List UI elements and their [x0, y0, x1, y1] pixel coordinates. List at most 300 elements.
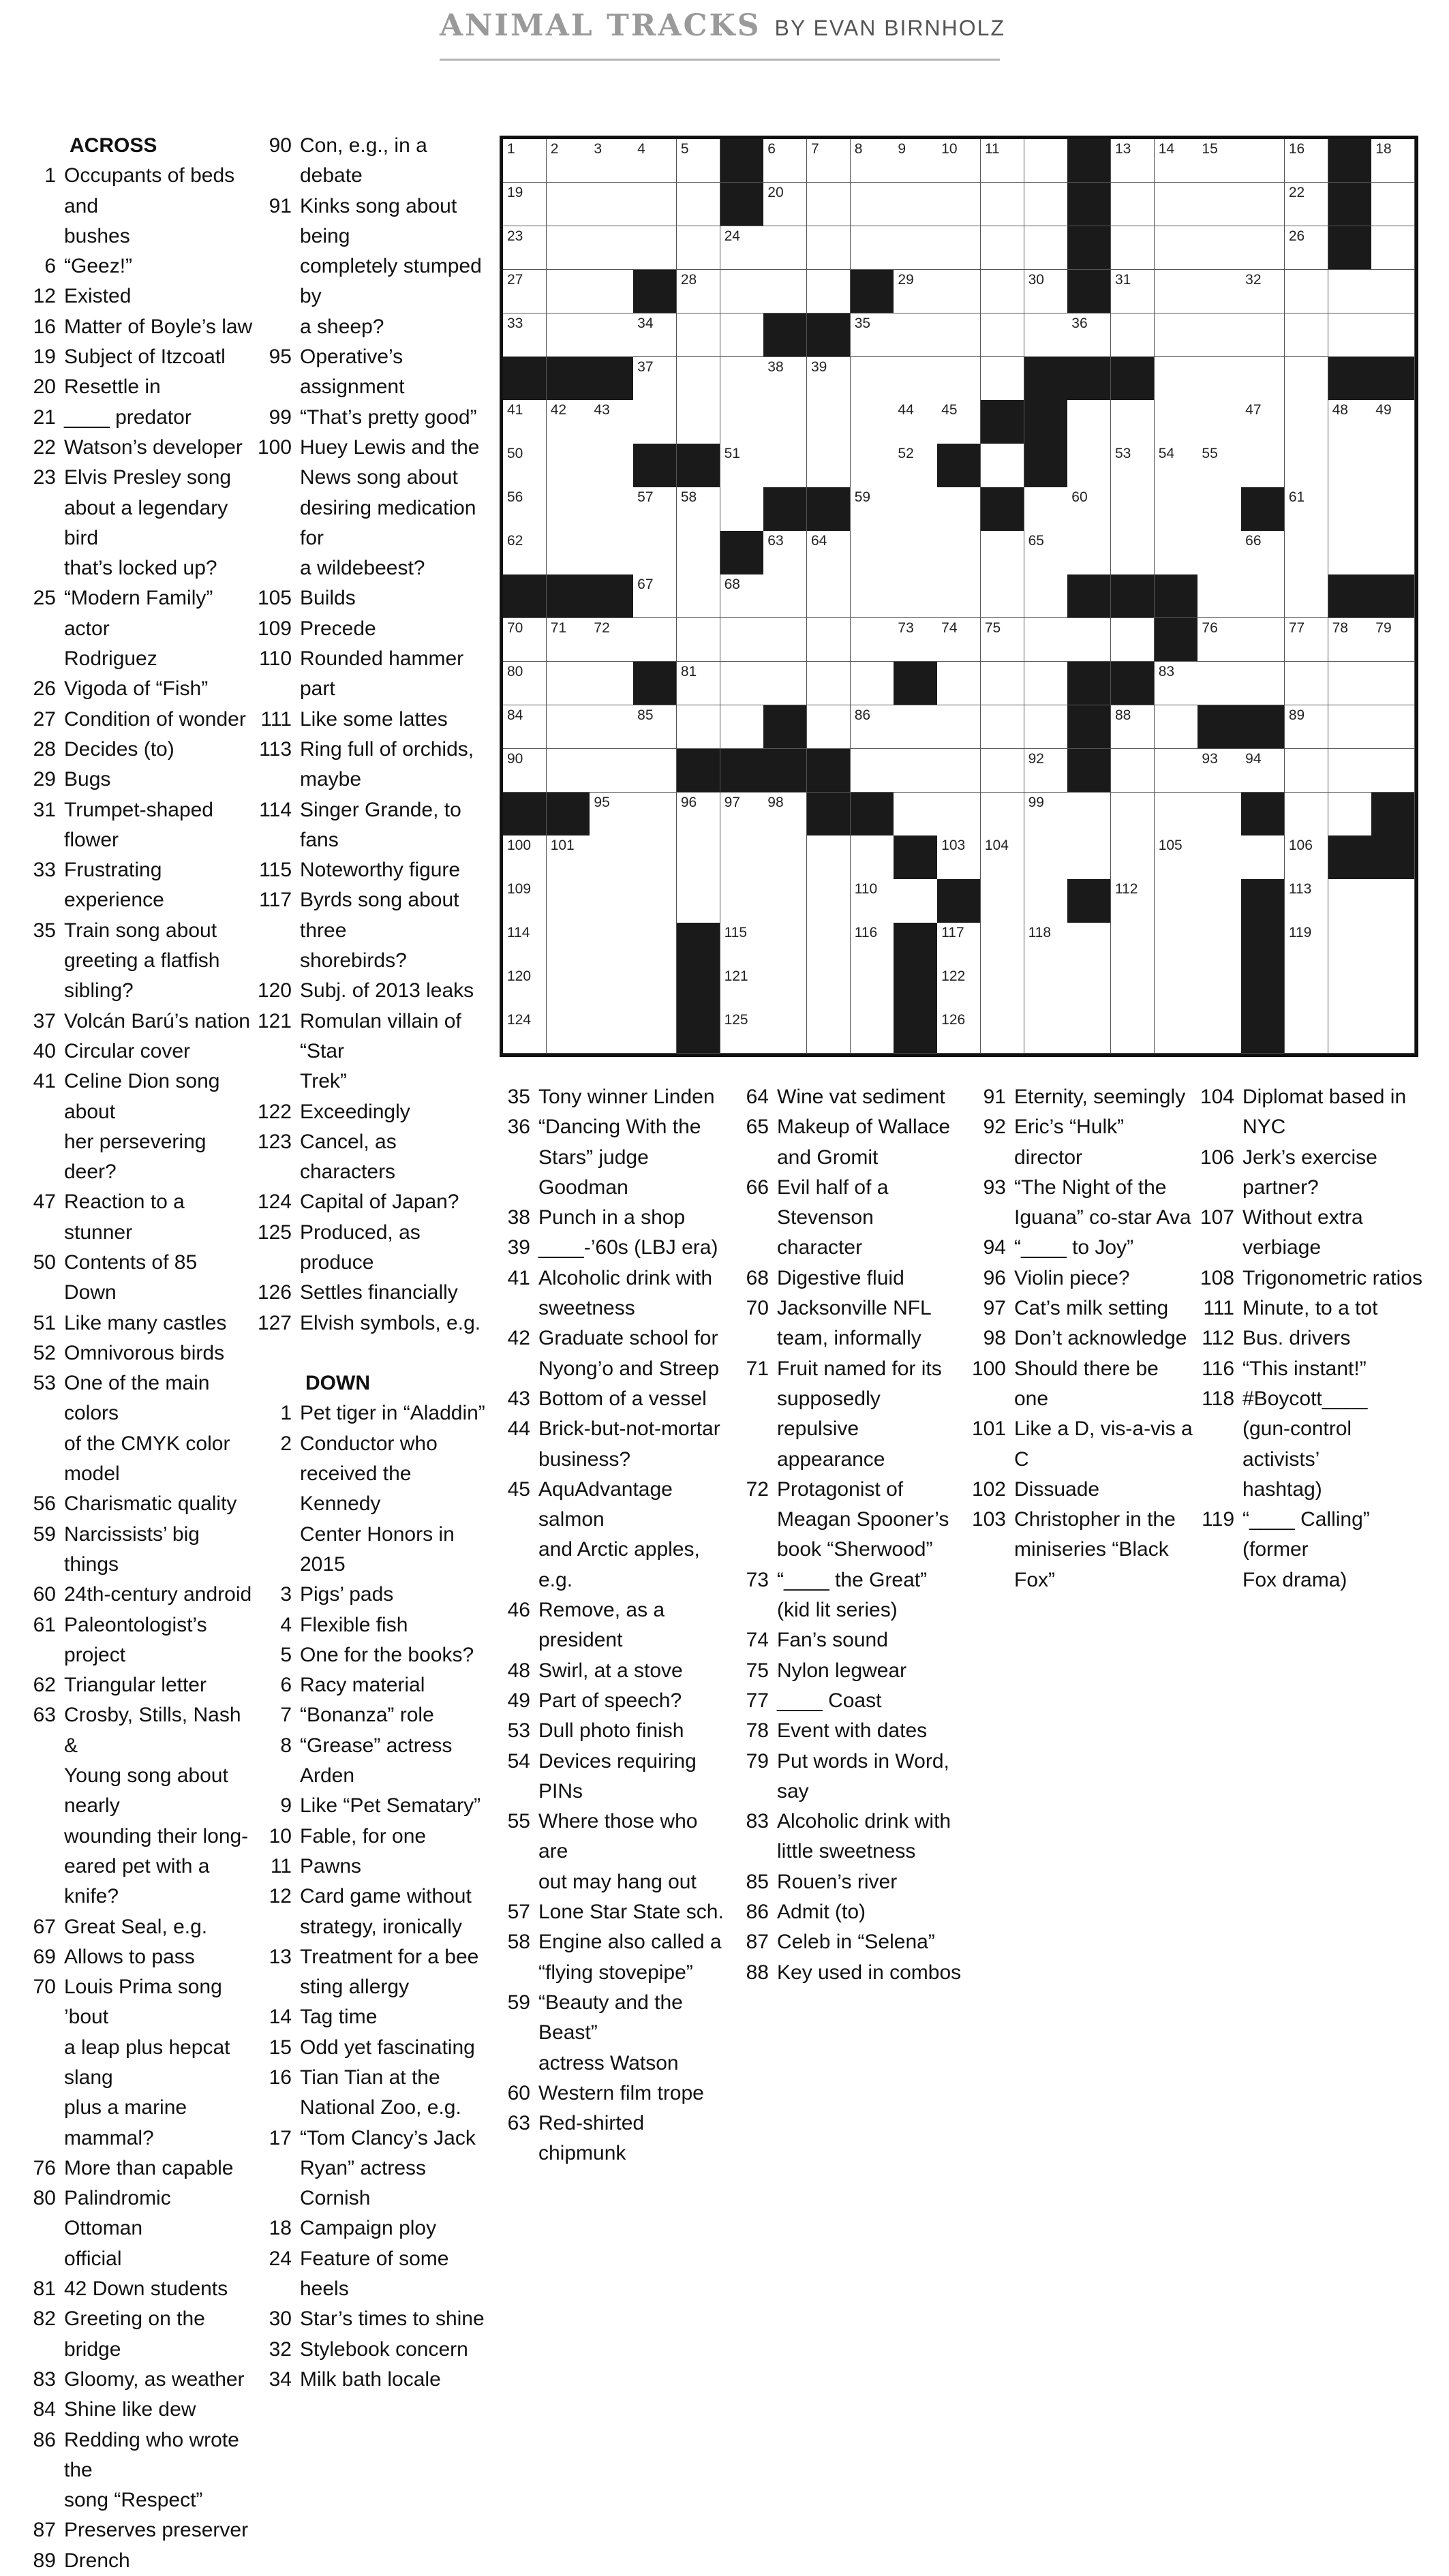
grid-cell[interactable] — [1024, 313, 1068, 357]
grid-cell[interactable] — [1328, 444, 1372, 487]
grid-cell[interactable] — [894, 705, 937, 749]
grid-cell[interactable] — [1155, 139, 1198, 183]
grid-cell[interactable] — [1328, 879, 1372, 923]
grid-cell[interactable] — [1371, 662, 1415, 705]
grid-cell[interactable] — [677, 400, 720, 444]
grid-cell[interactable] — [633, 835, 677, 879]
grid-cell[interactable] — [1285, 1010, 1328, 1054]
grid-cell[interactable] — [1198, 357, 1241, 401]
grid-cell[interactable] — [763, 879, 807, 923]
grid-cell[interactable] — [1155, 313, 1198, 357]
grid-cell[interactable] — [937, 662, 981, 705]
grid-cell[interactable] — [981, 749, 1024, 793]
grid-cell[interactable] — [590, 487, 633, 531]
grid-cell[interactable] — [677, 793, 720, 836]
grid-cell[interactable] — [851, 574, 894, 618]
grid-cell[interactable] — [1241, 835, 1285, 879]
grid-cell[interactable] — [1198, 835, 1241, 879]
grid-cell[interactable] — [720, 400, 764, 444]
grid-cell[interactable] — [503, 183, 547, 226]
grid-cell[interactable] — [1024, 574, 1068, 618]
grid-cell[interactable] — [1155, 793, 1198, 836]
grid-cell[interactable] — [1198, 793, 1241, 836]
grid-cell[interactable] — [894, 879, 937, 923]
grid-cell[interactable] — [1285, 139, 1328, 183]
grid-cell[interactable] — [1198, 226, 1241, 270]
grid-cell[interactable] — [1155, 662, 1198, 705]
grid-cell[interactable] — [547, 705, 590, 749]
grid-cell[interactable] — [981, 444, 1024, 487]
grid-cell[interactable] — [1155, 270, 1198, 313]
grid-cell[interactable] — [1155, 444, 1198, 487]
grid-cell[interactable] — [720, 618, 764, 662]
grid-cell[interactable] — [677, 226, 720, 270]
grid-cell[interactable] — [720, 270, 764, 313]
grid-cell[interactable] — [1198, 400, 1241, 444]
grid-cell[interactable] — [547, 1010, 590, 1054]
grid-cell[interactable] — [633, 618, 677, 662]
grid-cell[interactable] — [807, 705, 851, 749]
grid-cell[interactable] — [1371, 749, 1415, 793]
grid-cell[interactable] — [1155, 531, 1198, 574]
grid-cell[interactable] — [590, 618, 633, 662]
grid-cell[interactable] — [633, 139, 677, 183]
grid-cell[interactable] — [1024, 270, 1068, 313]
grid-cell[interactable] — [1371, 226, 1415, 270]
grid-cell[interactable] — [1285, 923, 1328, 966]
grid-cell[interactable] — [1024, 1010, 1068, 1054]
grid-cell[interactable] — [1024, 749, 1068, 793]
grid-cell[interactable] — [851, 357, 894, 401]
grid-cell[interactable] — [1024, 618, 1068, 662]
grid-cell[interactable] — [720, 793, 764, 836]
grid-cell[interactable] — [547, 966, 590, 1010]
grid-cell[interactable] — [1198, 749, 1241, 793]
grid-cell[interactable] — [677, 487, 720, 531]
grid-cell[interactable] — [763, 618, 807, 662]
grid-cell[interactable] — [720, 923, 764, 966]
grid-cell[interactable] — [851, 705, 894, 749]
grid-cell[interactable] — [1241, 270, 1285, 313]
grid-cell[interactable] — [1285, 400, 1328, 444]
grid-cell[interactable] — [1198, 270, 1241, 313]
grid-cell[interactable] — [590, 531, 633, 574]
grid-cell[interactable] — [763, 139, 807, 183]
grid-cell[interactable] — [981, 705, 1024, 749]
grid-cell[interactable] — [1241, 749, 1285, 793]
grid-cell[interactable] — [807, 662, 851, 705]
grid-cell[interactable] — [677, 357, 720, 401]
grid-cell[interactable] — [547, 835, 590, 879]
grid-cell[interactable] — [851, 662, 894, 705]
grid-cell[interactable] — [1067, 966, 1111, 1010]
grid-cell[interactable] — [1111, 705, 1155, 749]
grid-cell[interactable] — [851, 444, 894, 487]
grid-cell[interactable] — [1155, 879, 1198, 923]
grid-cell[interactable] — [503, 487, 547, 531]
grid-cell[interactable] — [1111, 531, 1155, 574]
grid-cell[interactable] — [937, 531, 981, 574]
grid-cell[interactable] — [807, 966, 851, 1010]
grid-cell[interactable] — [1371, 923, 1415, 966]
grid-cell[interactable] — [1371, 1010, 1415, 1054]
grid-cell[interactable] — [894, 400, 937, 444]
grid-cell[interactable] — [1328, 531, 1372, 574]
grid-cell[interactable] — [677, 574, 720, 618]
grid-cell[interactable] — [894, 139, 937, 183]
grid-cell[interactable] — [1328, 618, 1372, 662]
grid-cell[interactable] — [937, 1010, 981, 1054]
grid-cell[interactable] — [1024, 793, 1068, 836]
grid-cell[interactable] — [1198, 923, 1241, 966]
grid-cell[interactable] — [981, 966, 1024, 1010]
grid-cell[interactable] — [894, 793, 937, 836]
grid-cell[interactable] — [590, 270, 633, 313]
grid-cell[interactable] — [1155, 835, 1198, 879]
grid-cell[interactable] — [894, 270, 937, 313]
grid-cell[interactable] — [1241, 400, 1285, 444]
grid-cell[interactable] — [807, 444, 851, 487]
grid-cell[interactable] — [981, 313, 1024, 357]
grid-cell[interactable] — [937, 923, 981, 966]
grid-cell[interactable] — [503, 662, 547, 705]
grid-cell[interactable] — [1328, 923, 1372, 966]
grid-cell[interactable] — [1285, 270, 1328, 313]
grid-cell[interactable] — [720, 444, 764, 487]
grid-cell[interactable] — [1328, 749, 1372, 793]
grid-cell[interactable] — [503, 139, 547, 183]
grid-cell[interactable] — [503, 835, 547, 879]
grid-cell[interactable] — [807, 574, 851, 618]
grid-cell[interactable] — [1111, 270, 1155, 313]
grid-cell[interactable] — [1371, 400, 1415, 444]
grid-cell[interactable] — [1024, 705, 1068, 749]
grid-cell[interactable] — [720, 966, 764, 1010]
grid-cell[interactable] — [633, 1010, 677, 1054]
grid-cell[interactable] — [633, 400, 677, 444]
grid-cell[interactable] — [547, 183, 590, 226]
grid-cell[interactable] — [590, 1010, 633, 1054]
grid-cell[interactable] — [851, 183, 894, 226]
grid-cell[interactable] — [851, 1010, 894, 1054]
grid-cell[interactable] — [677, 705, 720, 749]
grid-cell[interactable] — [1111, 1010, 1155, 1054]
grid-cell[interactable] — [633, 923, 677, 966]
grid-cell[interactable] — [894, 444, 937, 487]
grid-cell[interactable] — [1328, 1010, 1372, 1054]
grid-cell[interactable] — [894, 749, 937, 793]
grid-cell[interactable] — [1111, 966, 1155, 1010]
grid-cell[interactable] — [894, 357, 937, 401]
grid-cell[interactable] — [590, 313, 633, 357]
grid-cell[interactable] — [1067, 923, 1111, 966]
grid-cell[interactable] — [503, 1010, 547, 1054]
grid-cell[interactable] — [1111, 444, 1155, 487]
grid-cell[interactable] — [503, 226, 547, 270]
grid-cell[interactable] — [1111, 226, 1155, 270]
grid-cell[interactable] — [590, 226, 633, 270]
grid-cell[interactable] — [1371, 966, 1415, 1010]
grid-cell[interactable] — [807, 357, 851, 401]
grid-cell[interactable] — [677, 662, 720, 705]
grid-cell[interactable] — [1328, 270, 1372, 313]
grid-cell[interactable] — [1198, 313, 1241, 357]
grid-cell[interactable] — [633, 531, 677, 574]
grid-cell[interactable] — [981, 574, 1024, 618]
grid-cell[interactable] — [1285, 531, 1328, 574]
grid-cell[interactable] — [1241, 357, 1285, 401]
grid-cell[interactable] — [851, 618, 894, 662]
grid-cell[interactable] — [677, 531, 720, 574]
grid-cell[interactable] — [547, 879, 590, 923]
grid-cell[interactable] — [1024, 879, 1068, 923]
grid-cell[interactable] — [1198, 183, 1241, 226]
grid-cell[interactable] — [633, 487, 677, 531]
grid-cell[interactable] — [981, 270, 1024, 313]
grid-cell[interactable] — [763, 226, 807, 270]
grid-cell[interactable] — [547, 226, 590, 270]
grid-cell[interactable] — [1155, 357, 1198, 401]
grid-cell[interactable] — [1371, 270, 1415, 313]
grid-cell[interactable] — [894, 183, 937, 226]
grid-cell[interactable] — [1067, 444, 1111, 487]
grid-cell[interactable] — [1285, 183, 1328, 226]
grid-cell[interactable] — [590, 966, 633, 1010]
grid-cell[interactable] — [937, 313, 981, 357]
grid-cell[interactable] — [937, 835, 981, 879]
grid-cell[interactable] — [503, 270, 547, 313]
grid-cell[interactable] — [1198, 531, 1241, 574]
grid-cell[interactable] — [894, 313, 937, 357]
grid-cell[interactable] — [1024, 966, 1068, 1010]
grid-cell[interactable] — [894, 487, 937, 531]
grid-cell[interactable] — [851, 835, 894, 879]
grid-cell[interactable] — [1067, 793, 1111, 836]
grid-cell[interactable] — [1198, 444, 1241, 487]
grid-cell[interactable] — [1371, 313, 1415, 357]
grid-cell[interactable] — [547, 313, 590, 357]
grid-cell[interactable] — [1024, 662, 1068, 705]
grid-cell[interactable] — [1328, 705, 1372, 749]
grid-cell[interactable] — [851, 226, 894, 270]
grid-cell[interactable] — [1198, 966, 1241, 1010]
grid-cell[interactable] — [937, 400, 981, 444]
grid-cell[interactable] — [1241, 618, 1285, 662]
grid-cell[interactable] — [1067, 313, 1111, 357]
grid-cell[interactable] — [1111, 400, 1155, 444]
grid-cell[interactable] — [851, 139, 894, 183]
grid-cell[interactable] — [720, 705, 764, 749]
grid-cell[interactable] — [981, 183, 1024, 226]
grid-cell[interactable] — [1241, 574, 1285, 618]
grid-cell[interactable] — [1371, 705, 1415, 749]
grid-cell[interactable] — [633, 749, 677, 793]
grid-cell[interactable] — [720, 226, 764, 270]
grid-cell[interactable] — [937, 357, 981, 401]
grid-cell[interactable] — [937, 574, 981, 618]
grid-cell[interactable] — [1198, 139, 1241, 183]
grid-cell[interactable] — [1111, 793, 1155, 836]
grid-cell[interactable] — [633, 183, 677, 226]
grid-cell[interactable] — [763, 966, 807, 1010]
grid-cell[interactable] — [1155, 923, 1198, 966]
grid-cell[interactable] — [633, 793, 677, 836]
grid-cell[interactable] — [1285, 357, 1328, 401]
grid-cell[interactable] — [851, 879, 894, 923]
grid-cell[interactable] — [590, 139, 633, 183]
grid-cell[interactable] — [547, 400, 590, 444]
grid-cell[interactable] — [981, 923, 1024, 966]
grid-cell[interactable] — [1024, 139, 1068, 183]
grid-cell[interactable] — [677, 618, 720, 662]
grid-cell[interactable] — [1198, 1010, 1241, 1054]
grid-cell[interactable] — [937, 749, 981, 793]
grid-cell[interactable] — [547, 749, 590, 793]
grid-cell[interactable] — [1328, 487, 1372, 531]
grid-cell[interactable] — [720, 662, 764, 705]
grid-cell[interactable] — [1024, 835, 1068, 879]
grid-cell[interactable] — [677, 183, 720, 226]
grid-cell[interactable] — [763, 444, 807, 487]
grid-cell[interactable] — [1198, 574, 1241, 618]
grid-cell[interactable] — [807, 270, 851, 313]
grid-cell[interactable] — [1111, 183, 1155, 226]
grid-cell[interactable] — [1241, 313, 1285, 357]
grid-cell[interactable] — [503, 879, 547, 923]
grid-cell[interactable] — [1328, 400, 1372, 444]
grid-cell[interactable] — [1111, 749, 1155, 793]
grid-cell[interactable] — [590, 705, 633, 749]
grid-cell[interactable] — [1198, 662, 1241, 705]
grid-cell[interactable] — [937, 618, 981, 662]
grid-cell[interactable] — [1067, 835, 1111, 879]
grid-cell[interactable] — [1067, 487, 1111, 531]
grid-cell[interactable] — [981, 226, 1024, 270]
grid-cell[interactable] — [981, 835, 1024, 879]
grid-cell[interactable] — [763, 1010, 807, 1054]
grid-cell[interactable] — [1371, 879, 1415, 923]
grid-cell[interactable] — [1285, 793, 1328, 836]
grid-cell[interactable] — [894, 226, 937, 270]
grid-cell[interactable] — [1155, 966, 1198, 1010]
grid-cell[interactable] — [807, 183, 851, 226]
grid-cell[interactable] — [633, 226, 677, 270]
grid-cell[interactable] — [547, 662, 590, 705]
grid-cell[interactable] — [633, 879, 677, 923]
grid-cell[interactable] — [807, 618, 851, 662]
grid-cell[interactable] — [1285, 313, 1328, 357]
grid-cell[interactable] — [763, 400, 807, 444]
grid-cell[interactable] — [720, 487, 764, 531]
grid-cell[interactable] — [981, 662, 1024, 705]
grid-cell[interactable] — [851, 749, 894, 793]
grid-cell[interactable] — [1198, 618, 1241, 662]
grid-cell[interactable] — [763, 923, 807, 966]
grid-cell[interactable] — [1024, 226, 1068, 270]
grid-cell[interactable] — [807, 531, 851, 574]
grid-cell[interactable] — [1155, 1010, 1198, 1054]
grid-cell[interactable] — [937, 793, 981, 836]
grid-cell[interactable] — [807, 923, 851, 966]
grid-cell[interactable] — [981, 139, 1024, 183]
grid-cell[interactable] — [1285, 444, 1328, 487]
grid-cell[interactable] — [720, 357, 764, 401]
grid-cell[interactable] — [1285, 749, 1328, 793]
grid-cell[interactable] — [937, 183, 981, 226]
grid-cell[interactable] — [1241, 662, 1285, 705]
grid-cell[interactable] — [763, 662, 807, 705]
grid-cell[interactable] — [547, 139, 590, 183]
grid-cell[interactable] — [720, 1010, 764, 1054]
grid-cell[interactable] — [590, 879, 633, 923]
grid-cell[interactable] — [590, 444, 633, 487]
grid-cell[interactable] — [763, 835, 807, 879]
grid-cell[interactable] — [1111, 618, 1155, 662]
grid-cell[interactable] — [807, 139, 851, 183]
grid-cell[interactable] — [1285, 618, 1328, 662]
grid-cell[interactable] — [937, 139, 981, 183]
grid-cell[interactable] — [633, 705, 677, 749]
grid-cell[interactable] — [1285, 226, 1328, 270]
grid-cell[interactable] — [590, 923, 633, 966]
grid-cell[interactable] — [590, 183, 633, 226]
grid-cell[interactable] — [1111, 879, 1155, 923]
grid-cell[interactable] — [547, 531, 590, 574]
grid-cell[interactable] — [894, 618, 937, 662]
grid-cell[interactable] — [1155, 400, 1198, 444]
grid-cell[interactable] — [677, 313, 720, 357]
grid-cell[interactable] — [1155, 487, 1198, 531]
grid-cell[interactable] — [1111, 313, 1155, 357]
grid-cell[interactable] — [503, 966, 547, 1010]
grid-cell[interactable] — [1328, 966, 1372, 1010]
grid-cell[interactable] — [981, 531, 1024, 574]
grid-cell[interactable] — [1241, 226, 1285, 270]
grid-cell[interactable] — [851, 531, 894, 574]
grid-cell[interactable] — [763, 357, 807, 401]
grid-cell[interactable] — [633, 313, 677, 357]
grid-cell[interactable] — [503, 400, 547, 444]
grid-cell[interactable] — [807, 226, 851, 270]
grid-cell[interactable] — [1371, 183, 1415, 226]
grid-cell[interactable] — [1285, 487, 1328, 531]
grid-cell[interactable] — [851, 313, 894, 357]
grid-cell[interactable] — [1285, 835, 1328, 879]
grid-cell[interactable] — [1155, 705, 1198, 749]
grid-cell[interactable] — [677, 879, 720, 923]
grid-cell[interactable] — [763, 574, 807, 618]
grid-cell[interactable] — [590, 835, 633, 879]
grid-cell[interactable] — [1024, 531, 1068, 574]
grid-cell[interactable] — [1285, 662, 1328, 705]
grid-cell[interactable] — [851, 923, 894, 966]
grid-cell[interactable] — [1371, 618, 1415, 662]
grid-cell[interactable] — [1198, 879, 1241, 923]
grid-cell[interactable] — [1241, 531, 1285, 574]
grid-cell[interactable] — [1371, 139, 1415, 183]
grid-cell[interactable] — [1111, 835, 1155, 879]
grid-cell[interactable] — [547, 270, 590, 313]
grid-cell[interactable] — [1328, 313, 1372, 357]
grid-cell[interactable] — [851, 966, 894, 1010]
grid-cell[interactable] — [981, 793, 1024, 836]
grid-cell[interactable] — [547, 487, 590, 531]
grid-cell[interactable] — [677, 835, 720, 879]
grid-cell[interactable] — [633, 574, 677, 618]
grid-cell[interactable] — [937, 487, 981, 531]
grid-cell[interactable] — [590, 662, 633, 705]
grid-cell[interactable] — [1024, 487, 1068, 531]
